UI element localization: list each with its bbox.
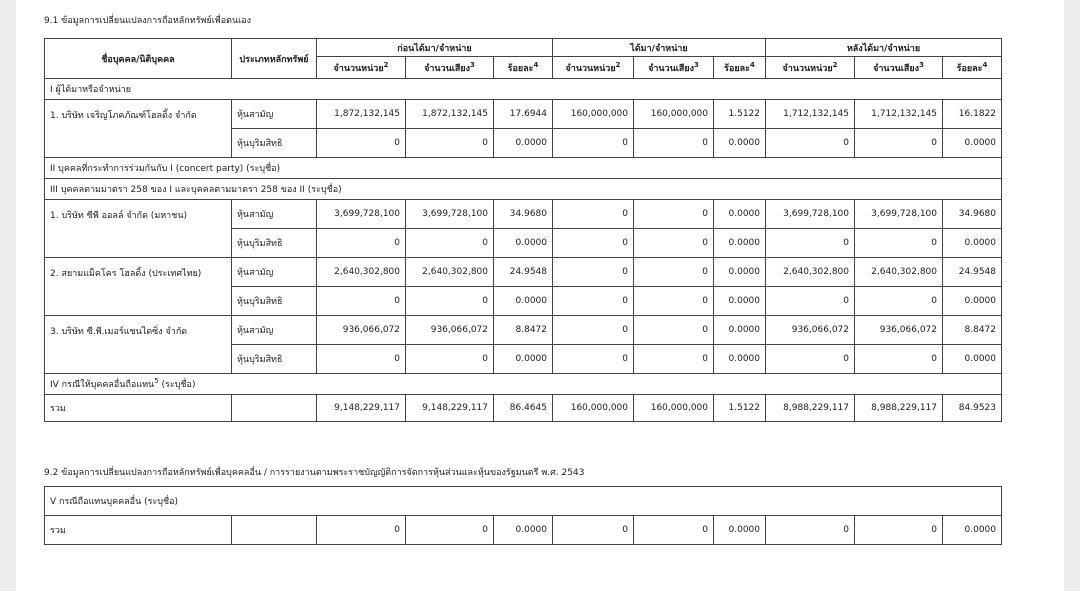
total-value: 84.9523 <box>943 395 1002 422</box>
value-cell: 0.0000 <box>714 200 766 229</box>
value-cell: 0 <box>855 129 943 158</box>
subheader-units: จำนวนหน่วย$^2$ <box>766 57 855 79</box>
header-security-type: ประเภทหลักทรัพย์ <box>232 39 317 79</box>
section-label-2: II บุคคลที่กระทำการร่วมกันกับ I (concert party) (ระบุชื่อ) <box>45 158 1002 179</box>
security-type-common: หุ้นสามัญ <box>232 200 317 229</box>
value-cell: 936,066,072 <box>317 316 406 345</box>
security-type-preferred: หุ้นบุริมสิทธิ <box>232 287 317 316</box>
security-type-preferred: หุ้นบุริมสิทธิ <box>232 129 317 158</box>
total-value: 0 <box>317 516 406 545</box>
value-cell: 0 <box>855 345 943 374</box>
value-cell: 936,066,072 <box>855 316 943 345</box>
value-cell: 0 <box>317 287 406 316</box>
value-cell: 0.0000 <box>714 316 766 345</box>
value-cell: 8.8472 <box>494 316 553 345</box>
value-cell: 936,066,072 <box>406 316 494 345</box>
total-value: 160,000,000 <box>634 395 714 422</box>
total-value: 0 <box>766 516 855 545</box>
total-value: 0 <box>634 516 714 545</box>
entity-name: 1. บริษัท เจริญโภคภัณฑ์โฮลดิ้ง จำกัด <box>45 100 232 158</box>
entity-name: 1. บริษัท ซีพี ออลล์ จำกัด (มหาชน) <box>45 200 232 258</box>
value-cell: 24.9548 <box>494 258 553 287</box>
value-cell: 2,640,302,800 <box>855 258 943 287</box>
section-row-5 <box>45 487 1002 516</box>
value-cell: 2,640,302,800 <box>317 258 406 287</box>
entity-row-common <box>45 316 1002 345</box>
entity-group <box>45 316 1002 374</box>
value-cell: 0 <box>855 229 943 258</box>
entity-row-common <box>45 258 1002 287</box>
value-cell: 17.6944 <box>494 100 553 129</box>
subheader-votes: จำนวนเสียง$^3$ <box>634 57 714 79</box>
value-cell: 0 <box>406 287 494 316</box>
entity-row-common <box>45 200 1002 229</box>
value-cell: 0 <box>766 229 855 258</box>
value-cell: 2,640,302,800 <box>766 258 855 287</box>
value-cell: 0 <box>634 316 714 345</box>
value-cell: 3,699,728,100 <box>317 200 406 229</box>
subheader-percent: ร้อยละ$^4$ <box>943 57 1002 79</box>
value-cell: 0 <box>553 287 634 316</box>
value-cell: 0.0000 <box>714 129 766 158</box>
section-label-5: V กรณีถือแทนบุคคลอื่น (ระบุชื่อ) <box>45 487 1002 516</box>
value-cell: 160,000,000 <box>553 100 634 129</box>
value-cell: 0 <box>317 229 406 258</box>
section-label-3: III บุคคลตามมาตรา 258 ของ I และบุคคลตามมาตรา 258 ของ II (ระบุชื่อ) <box>45 179 1002 200</box>
total-value: 9,148,229,117 <box>317 395 406 422</box>
value-cell: 0.0000 <box>494 229 553 258</box>
holdings-table-others <box>44 486 1002 545</box>
value-cell: 0.0000 <box>714 345 766 374</box>
security-type-common: หุ้นสามัญ <box>232 100 317 129</box>
value-cell: 1,712,132,145 <box>855 100 943 129</box>
value-cell: 0 <box>553 229 634 258</box>
total-value: 8,988,229,117 <box>766 395 855 422</box>
subheader-votes: จำนวนเสียง$^3$ <box>406 57 494 79</box>
total-row-others <box>45 516 1002 545</box>
value-cell: 1,872,132,145 <box>317 100 406 129</box>
subheader-percent: ร้อยละ$^4$ <box>714 57 766 79</box>
total-type-empty <box>232 516 317 545</box>
total-value: 8,988,229,117 <box>855 395 943 422</box>
entity-group <box>45 258 1002 316</box>
security-type-common: หุ้นสามัญ <box>232 258 317 287</box>
entity-name: 3. บริษัท ซี.พี.เมอร์แชนไดซิ่ง จำกัด <box>45 316 232 374</box>
value-cell: 0 <box>406 229 494 258</box>
section-label-4: IV กรณีให้บุคคลอื่นถือแทน$^5$ (ระบุชื่อ) <box>45 374 1002 395</box>
value-cell: 0 <box>317 345 406 374</box>
value-cell: 0.0000 <box>494 287 553 316</box>
value-cell: 0 <box>766 287 855 316</box>
total-value: 0.0000 <box>494 516 553 545</box>
value-cell: 0.0000 <box>714 287 766 316</box>
value-cell: 0 <box>766 345 855 374</box>
subheader-percent: ร้อยละ$^4$ <box>494 57 553 79</box>
entity-name: 2. สยามแม็คโคร โฮลดิ้ง (ประเทศไทย) <box>45 258 232 316</box>
total-value: 0.0000 <box>714 516 766 545</box>
value-cell: 0.0000 <box>943 345 1002 374</box>
value-cell: 0 <box>553 200 634 229</box>
total-row <box>45 395 1002 422</box>
value-cell: 0 <box>634 345 714 374</box>
value-cell: 0 <box>553 258 634 287</box>
value-cell: 0 <box>634 287 714 316</box>
section-9-2-title: 9.2 ข้อมูลการเปลี่ยนแปลงการถือหลักทรัพย์เพื่อบุคคลอื่น / การรายงานตามพระราชบัญญัติการจัดการหุ้นส่วนและหุ้นของรัฐมนตรี พ.ศ. 2543 <box>44 468 585 478</box>
header-row-1 <box>45 39 1002 57</box>
value-cell: 0 <box>634 129 714 158</box>
value-cell: 1,872,132,145 <box>406 100 494 129</box>
value-cell: 0 <box>406 129 494 158</box>
security-type-preferred: หุ้นบุริมสิทธิ <box>232 229 317 258</box>
section-row-4 <box>45 374 1002 395</box>
entity-group <box>45 100 1002 158</box>
total-value: 0 <box>406 516 494 545</box>
header-name: ชื่อบุคคล/นิติบุคคล <box>45 39 232 79</box>
value-cell: 0.0000 <box>714 229 766 258</box>
total-label: รวม <box>45 395 232 422</box>
value-cell: 0 <box>634 258 714 287</box>
security-type-common: หุ้นสามัญ <box>232 316 317 345</box>
value-cell: 34.9680 <box>494 200 553 229</box>
header-after: หลังได้มา/จำหน่าย <box>766 39 1002 57</box>
value-cell: 0 <box>634 200 714 229</box>
value-cell: 0 <box>553 316 634 345</box>
subheader-units: จำนวนหน่วย$^2$ <box>553 57 634 79</box>
subheader-units: จำนวนหน่วย$^2$ <box>317 57 406 79</box>
value-cell: 2,640,302,800 <box>406 258 494 287</box>
value-cell: 3,699,728,100 <box>766 200 855 229</box>
entity-row-common <box>45 100 1002 129</box>
total-value: 160,000,000 <box>553 395 634 422</box>
entity-group <box>45 200 1002 258</box>
holdings-table-self <box>44 38 1002 422</box>
value-cell: 24.9548 <box>943 258 1002 287</box>
value-cell: 3,699,728,100 <box>406 200 494 229</box>
total-value: 86.4645 <box>494 395 553 422</box>
value-cell: 0.0000 <box>943 129 1002 158</box>
header-before: ก่อนได้มา/จำหน่าย <box>317 39 553 57</box>
value-cell: 0 <box>855 287 943 316</box>
header-during: ได้มา/จำหน่าย <box>553 39 766 57</box>
total-value: 0 <box>553 516 634 545</box>
value-cell: 0 <box>317 129 406 158</box>
total-value: 0 <box>855 516 943 545</box>
value-cell: 8.8472 <box>943 316 1002 345</box>
value-cell: 0 <box>634 229 714 258</box>
value-cell: 16.1822 <box>943 100 1002 129</box>
value-cell: 0 <box>406 345 494 374</box>
value-cell: 0.0000 <box>714 258 766 287</box>
value-cell: 0.0000 <box>494 345 553 374</box>
total-type-empty <box>232 395 317 422</box>
value-cell: 0.0000 <box>943 287 1002 316</box>
total-value: 0.0000 <box>943 516 1002 545</box>
section-row-3 <box>45 179 1002 200</box>
value-cell: 1,712,132,145 <box>766 100 855 129</box>
value-cell: 936,066,072 <box>766 316 855 345</box>
section-9-1-title: 9.1 ข้อมูลการเปลี่ยนแปลงการถือหลักทรัพย์เพื่อตนเอง <box>44 16 252 26</box>
total-value: 1.5122 <box>714 395 766 422</box>
section-label-1: I ผู้ได้มาหรือจำหน่าย <box>45 79 1002 100</box>
value-cell: 0 <box>553 345 634 374</box>
value-cell: 0 <box>553 129 634 158</box>
total-label-others: รวม <box>45 516 232 545</box>
section-row-2 <box>45 158 1002 179</box>
total-value: 9,148,229,117 <box>406 395 494 422</box>
value-cell: 34.9680 <box>943 200 1002 229</box>
value-cell: 3,699,728,100 <box>855 200 943 229</box>
subheader-votes: จำนวนเสียง$^3$ <box>855 57 943 79</box>
section-row-1 <box>45 79 1002 100</box>
value-cell: 0.0000 <box>494 129 553 158</box>
value-cell: 0 <box>766 129 855 158</box>
value-cell: 1.5122 <box>714 100 766 129</box>
value-cell: 0.0000 <box>943 229 1002 258</box>
security-type-preferred: หุ้นบุริมสิทธิ <box>232 345 317 374</box>
value-cell: 160,000,000 <box>634 100 714 129</box>
